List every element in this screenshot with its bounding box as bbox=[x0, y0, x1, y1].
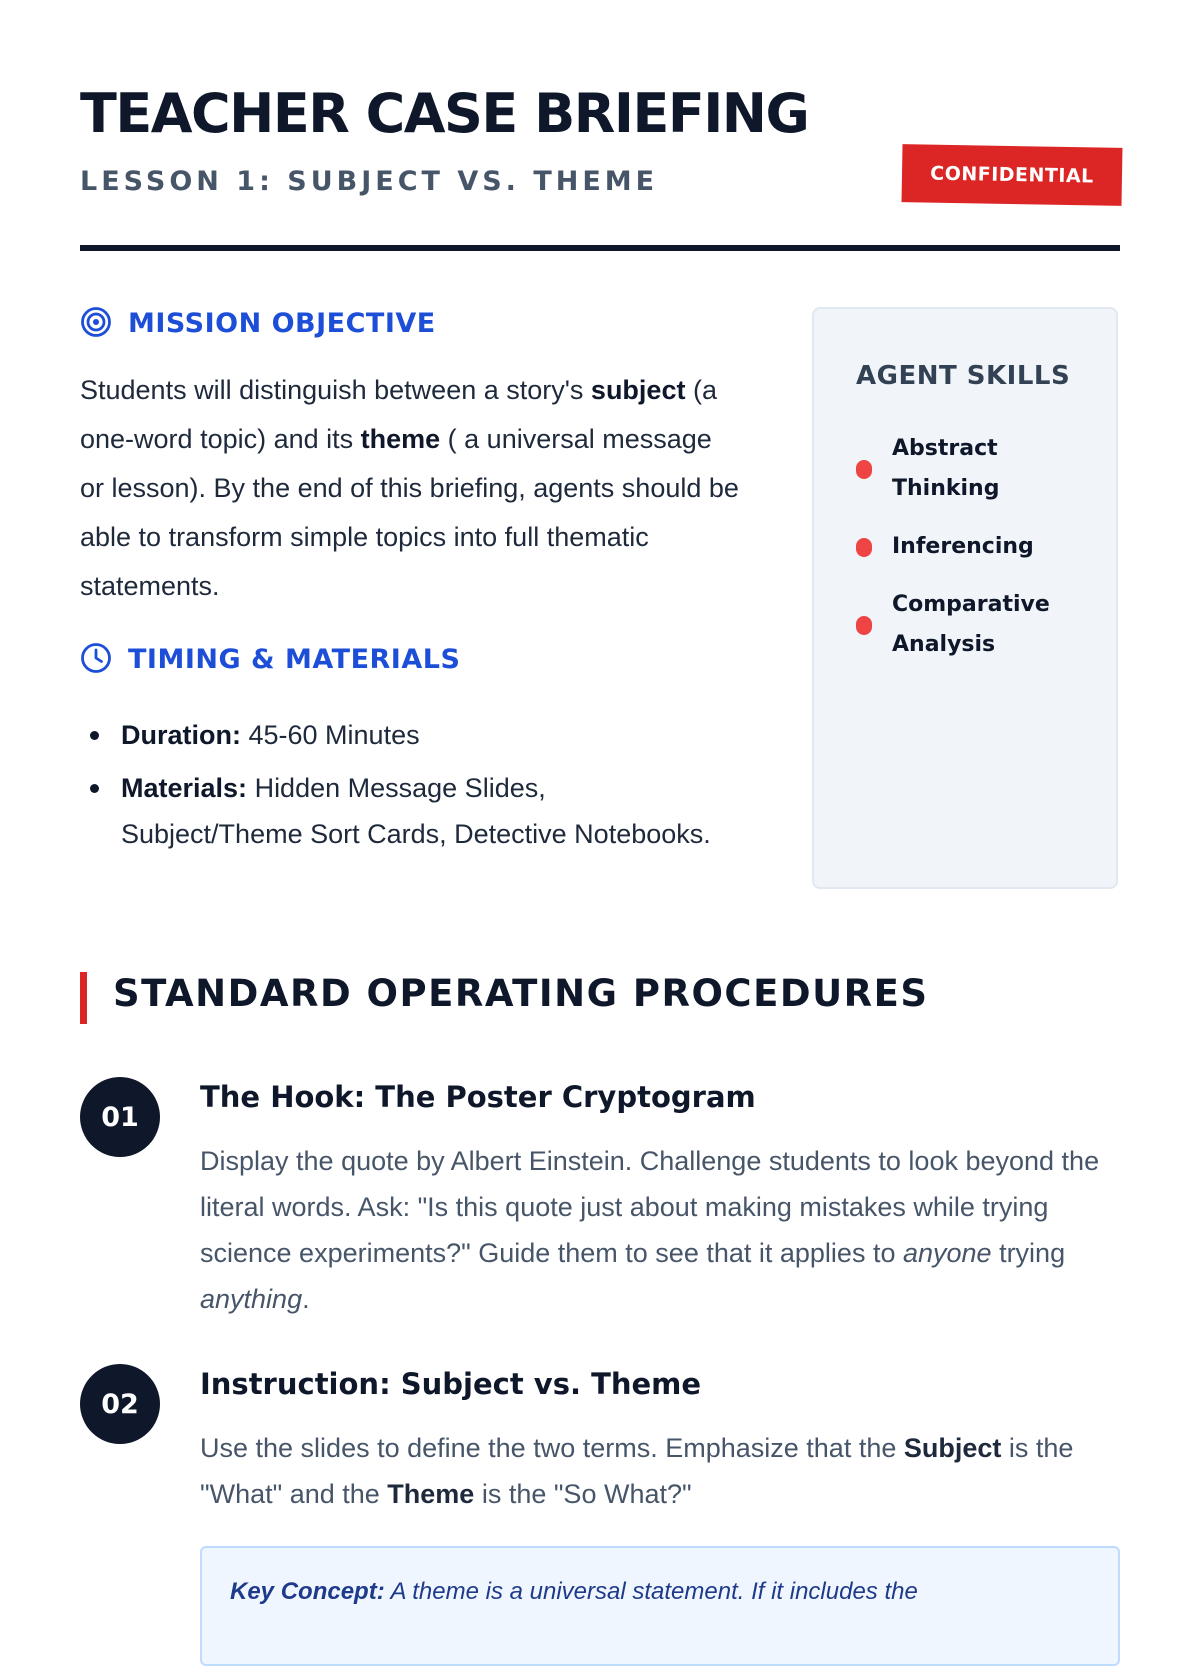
step-number-badge: 01 bbox=[80, 1077, 160, 1157]
step-description bbox=[200, 1425, 1120, 1517]
key-concept-callout bbox=[200, 1546, 1120, 1666]
objective-text-2: (a one-word topic) and its bbox=[80, 375, 717, 454]
objective-term-subject: subject bbox=[590, 375, 686, 405]
sop-accent-bar bbox=[80, 972, 87, 1024]
step-description bbox=[200, 1138, 1120, 1322]
target-icon bbox=[80, 306, 114, 340]
objective-term-theme: theme bbox=[360, 424, 441, 454]
objective-paragraph bbox=[80, 366, 740, 611]
step-text: Use the slides to define the two terms. Emphasize that the bbox=[200, 1433, 904, 1463]
step-text: is the "So What?" bbox=[474, 1479, 692, 1509]
lesson-subtitle: LESSON 1: SUBJECT VS. THEME bbox=[80, 166, 659, 197]
skill-item bbox=[856, 585, 1096, 665]
duration-value: 45-60 Minutes bbox=[240, 720, 420, 750]
step-term-theme: Theme bbox=[387, 1479, 475, 1509]
step-title: Instruction: Subject vs. Theme bbox=[200, 1367, 702, 1401]
list-item-materials bbox=[80, 765, 720, 857]
callout-label: Key Concept: bbox=[230, 1578, 385, 1605]
skill-item bbox=[856, 527, 1096, 567]
clock-icon bbox=[80, 642, 114, 676]
objective-text-1: Students will distinguish between a story's bbox=[80, 375, 591, 405]
briefing-page bbox=[80, 0, 1120, 1600]
objective-text-3: ( a universal message or lesson). By the end of this briefing, agents should be able to transform simple topics into full thematic statements. bbox=[80, 424, 739, 601]
skill-label: Comparative Analysis bbox=[892, 592, 1050, 657]
sop-heading: STANDARD OPERATING PROCEDURES bbox=[113, 972, 929, 1015]
document-title: TEACHER CASE BRIEFING bbox=[80, 82, 809, 145]
confidential-stamp: CONFIDENTIAL bbox=[902, 144, 1123, 206]
duration-label: Duration: bbox=[121, 720, 241, 750]
step-title: The Hook: The Poster Cryptogram bbox=[200, 1080, 756, 1114]
materials-list bbox=[80, 712, 720, 864]
skill-label: Inferencing bbox=[892, 534, 1034, 559]
mission-objective-label: MISSION OBJECTIVE bbox=[128, 307, 436, 339]
step-emphasis: anyone bbox=[902, 1238, 992, 1268]
step-term-subject: Subject bbox=[903, 1433, 1002, 1463]
skill-item bbox=[856, 429, 1096, 509]
list-item-duration bbox=[80, 712, 720, 758]
bullet-dot-icon bbox=[856, 616, 872, 635]
step-text: Display the quote by Albert Einstein. Challenge students to look beyond the literal words. Ask: "Is this quote just about making mistakes while trying science experiments?" Guide them to see that it applies to bbox=[200, 1146, 1100, 1268]
step-emphasis: anything bbox=[200, 1284, 303, 1314]
header-divider bbox=[80, 245, 1120, 251]
mission-objective-heading bbox=[80, 306, 436, 340]
timing-materials-label: TIMING & MATERIALS bbox=[128, 643, 461, 675]
step-text: . bbox=[302, 1284, 310, 1314]
materials-label: Materials: bbox=[121, 773, 248, 803]
skill-label: Abstract Thinking bbox=[892, 436, 1000, 501]
agent-skills-card bbox=[812, 307, 1118, 889]
agent-skills-title: AGENT SKILLS bbox=[856, 361, 1071, 391]
step-number-badge: 02 bbox=[80, 1364, 160, 1444]
bullet-dot-icon bbox=[856, 538, 872, 557]
timing-materials-heading bbox=[80, 642, 460, 676]
bullet-dot-icon bbox=[856, 460, 872, 479]
step-text: trying bbox=[991, 1238, 1066, 1268]
callout-text: A theme is a universal statement. If it includes the bbox=[384, 1578, 918, 1605]
materials-value: Hidden Message Slides, Subject/Theme Sort Cards, Detective Notebooks. bbox=[121, 773, 711, 849]
step-text: is the "What" and the bbox=[200, 1433, 1074, 1509]
